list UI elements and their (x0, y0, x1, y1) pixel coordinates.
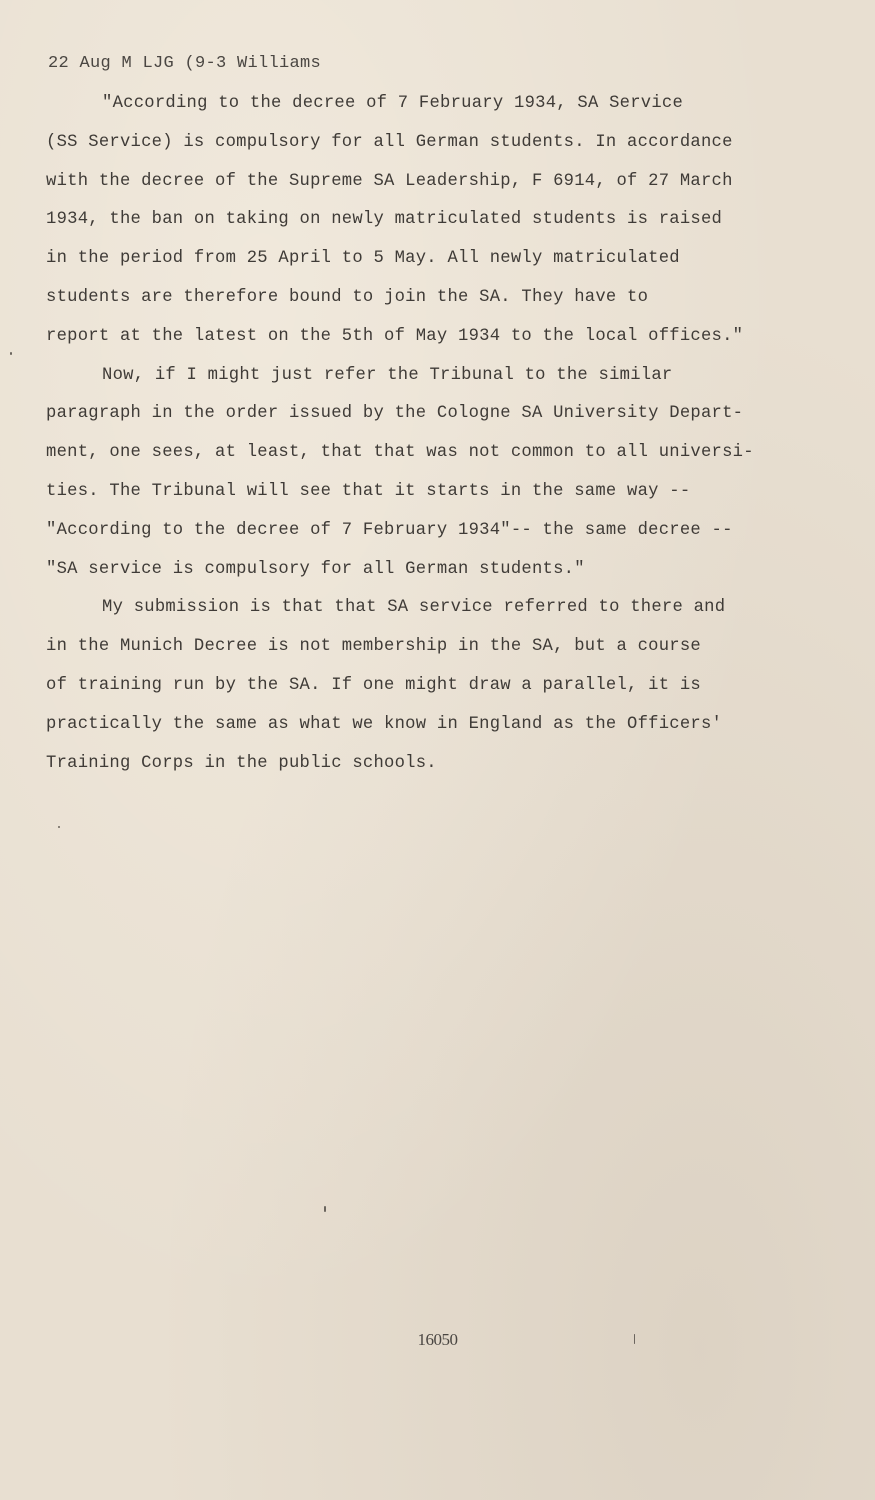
text-line: in the period from 25 April to 5 May. All newly matriculated (46, 249, 680, 269)
text-line: report at the latest on the 5th of May 1934 to the local offices." (46, 326, 744, 346)
text-line: 1934, the ban on taking on newly matriculated students is raised (46, 210, 723, 230)
text-line: with the decree of the Supreme SA Leadership, F 6914, of 27 March (46, 171, 733, 191)
text-line: "According to the decree of 7 February 1934, SA Service (102, 94, 684, 113)
document-body (46, 90, 836, 788)
text-line: ment, one sees, at least, that that was not common to all universi- (46, 443, 754, 463)
text-line: in the Munich Decree is not membership in the SA, but a course (46, 637, 701, 657)
text-line: Now, if I might just refer the Tribunal to the similar (102, 365, 673, 385)
text-line: My submission is that that SA service referred to there and (102, 598, 726, 618)
page-number: 16050 (417, 1330, 458, 1349)
text-line: Training Corps in the public schools. (46, 753, 437, 773)
text-line: "SA service is compulsory for all German students." (46, 559, 585, 579)
paper-speck (10, 352, 12, 355)
text-line: of training run by the SA. If one might draw a parallel, it is (46, 675, 701, 695)
paper-speck (58, 826, 60, 828)
paper-speck (324, 1206, 326, 1212)
text-line: practically the same as what we know in England as the Officers' (46, 714, 723, 734)
text-line: students are therefore bound to join the SA. They have to (46, 287, 649, 307)
document-header: 22 Aug M LJG (9-3 Williams (48, 54, 322, 73)
text-line: (SS Service) is compulsory for all German students. In accordance (46, 132, 733, 152)
text-line: ties. The Tribunal will see that it starts in the same way -- (46, 481, 691, 501)
text-line: "According to the decree of 7 February 1934"-- the same decree -- (46, 520, 733, 540)
text-line: paragraph in the order issued by the Cologne SA University Depart- (46, 404, 744, 424)
